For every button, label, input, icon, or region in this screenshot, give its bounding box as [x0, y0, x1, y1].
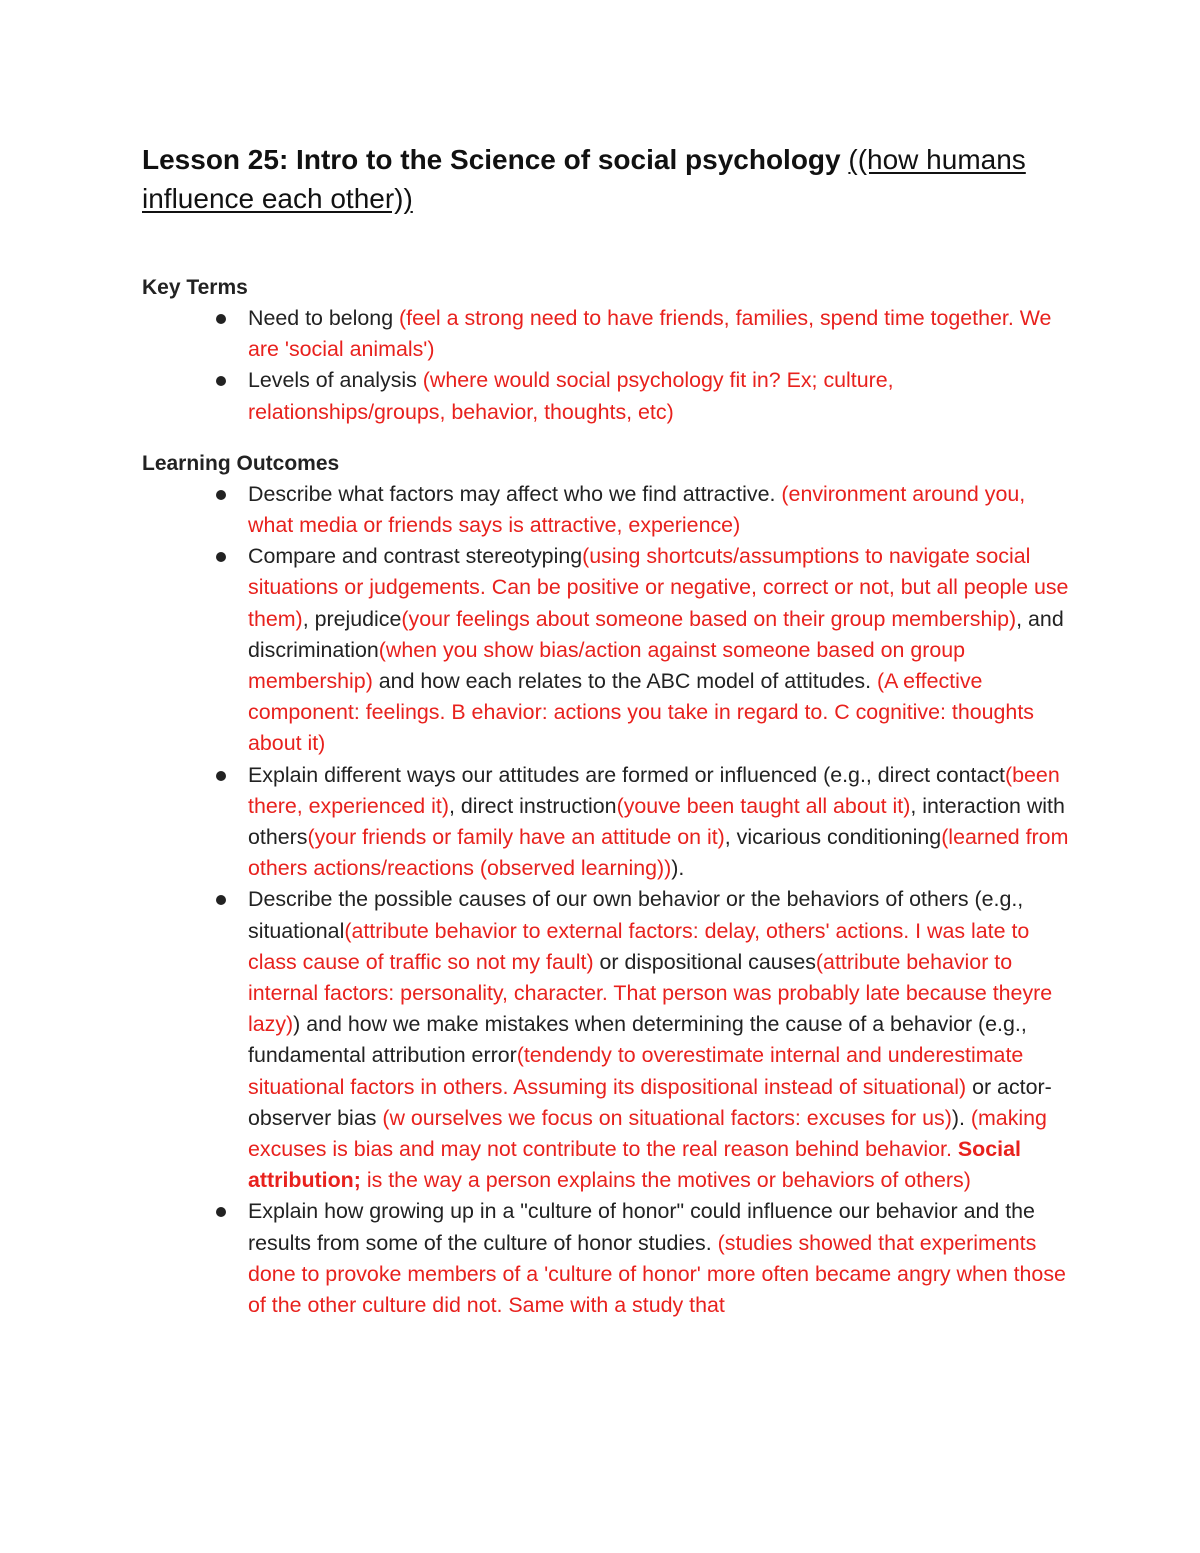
- list-item: [142, 541, 1072, 759]
- outcome-text: , prejudice: [302, 606, 402, 631]
- key-terms-list: [142, 303, 1072, 428]
- bullet-icon: [216, 1207, 226, 1217]
- outcome-text: , direct instruction: [448, 793, 617, 818]
- term-note: (feel a strong need to have friends, families, spend time together. We are 'social animals'): [248, 306, 1052, 362]
- outcome-text: , vicarious conditioning: [724, 825, 942, 850]
- outcome-text: ).: [951, 1105, 971, 1130]
- outcome-annotation: Social attribution;: [248, 1137, 1021, 1193]
- outcome-text: and how each relates to the ABC model of attitudes.: [372, 669, 878, 694]
- learning-outcomes-list: [142, 479, 1072, 1321]
- outcome-annotation: (A effective component: feelings. B ehavior: actions you take in regard to. C cognitive: thoughts about it): [248, 669, 1034, 756]
- lesson-title: [142, 140, 1072, 218]
- term-text: Need to belong: [248, 306, 400, 330]
- learning-outcomes-heading: Learning Outcomes: [142, 451, 340, 475]
- outcome-annotation: (tendendy to overestimate internal and underestimate situational factors in others. Assuming its dispositional instead of situational): [248, 1043, 1024, 1099]
- term-note: (where would social psychology fit in? Ex; culture, relationships/groups, behavior, thoughts, etc): [248, 368, 894, 424]
- outcome-annotation: (attribute behavior to external factors: delay, others' actions. I was late to class cause of traffic so not my fault): [248, 918, 1030, 974]
- outcome-annotation: (using shortcuts/assumptions to navigate social situations or judgements. Can be positive or negative, correct or not, but all people use them): [248, 544, 1069, 631]
- outcome-annotation: (learned from others actions/reactions (observed learning)): [248, 825, 1069, 881]
- outcome-annotation: (w ourselves we focus on situational factors: excuses for us): [382, 1105, 952, 1130]
- outcome-annotation: (youve been taught all about it): [616, 793, 911, 818]
- term-text: Levels of analysis: [248, 368, 423, 393]
- key-terms-heading: Key Terms: [142, 276, 248, 299]
- bullet-icon: [216, 376, 226, 386]
- outcome-annotation: (studies showed that experiments done to provoke members of a 'culture of honor' more often became angry when those of the other culture did not. Same with a study that: [248, 1230, 1066, 1318]
- list-item: [142, 303, 1072, 365]
- list-item: [142, 760, 1072, 885]
- outcome-annotation: (your feelings about someone based on their group membership): [401, 606, 1017, 631]
- list-item: [142, 365, 1072, 427]
- outcome-annotation: is the way a person explains the motives or behaviors of others): [360, 1168, 971, 1193]
- bullet-icon: [216, 895, 226, 905]
- outcome-annotation: (environment around you, what media or friends says is attractive, experience): [248, 481, 1026, 538]
- outcome-annotation: (been there, experienced it): [248, 762, 1060, 818]
- bullet-icon: [216, 771, 226, 781]
- outcome-text: Describe the possible causes of our own behavior or the behaviors of others (e.g., situational: [248, 887, 1024, 943]
- lesson-title-subtitle: ((how humans influence each other)): [142, 144, 1026, 214]
- outcome-text: , interaction with others: [248, 793, 1065, 850]
- list-item: [142, 1196, 1072, 1321]
- outcome-text: Compare and contrast stereotyping: [248, 544, 583, 569]
- outcome-text: Describe what factors may affect who we find attractive.: [248, 481, 782, 506]
- outcome-text: ).: [671, 856, 685, 881]
- bullet-icon: [216, 490, 226, 500]
- outcome-text: Explain how growing up in a "culture of honor" could influence our behavior and the results from some of the culture of honor studies.: [248, 1199, 1035, 1255]
- outcome-text: or actor-observer bias: [248, 1074, 1052, 1130]
- outcome-annotation: (attribute behavior to internal factors: personality, character. That person was probably late because theyre lazy): [248, 949, 1053, 1037]
- document-page: [142, 140, 1072, 1321]
- list-item: [142, 479, 1072, 541]
- outcome-annotation: (making excuses is bias and may not contribute to the real reason behind behavior.: [248, 1105, 1047, 1162]
- bullet-icon: [216, 314, 226, 324]
- lesson-title-main: Lesson 25: Intro to the Science of social psychology: [142, 144, 841, 175]
- outcome-annotation: (your friends or family have an attitude on it): [307, 825, 725, 850]
- outcome-text: Explain different ways our attitudes are formed or influenced (e.g., direct contact: [248, 762, 1005, 787]
- outcome-text: , and discrimination: [248, 606, 1064, 662]
- outcome-annotation: (when you show bias/action against someone based on group membership): [248, 637, 966, 694]
- outcome-text: ) and how we make mistakes when determining the cause of a behavior (e.g., fundamental attribution error: [248, 1012, 1027, 1068]
- list-item: [142, 884, 1072, 1196]
- bullet-icon: [216, 552, 226, 562]
- outcome-text: or dispositional causes: [593, 949, 816, 974]
